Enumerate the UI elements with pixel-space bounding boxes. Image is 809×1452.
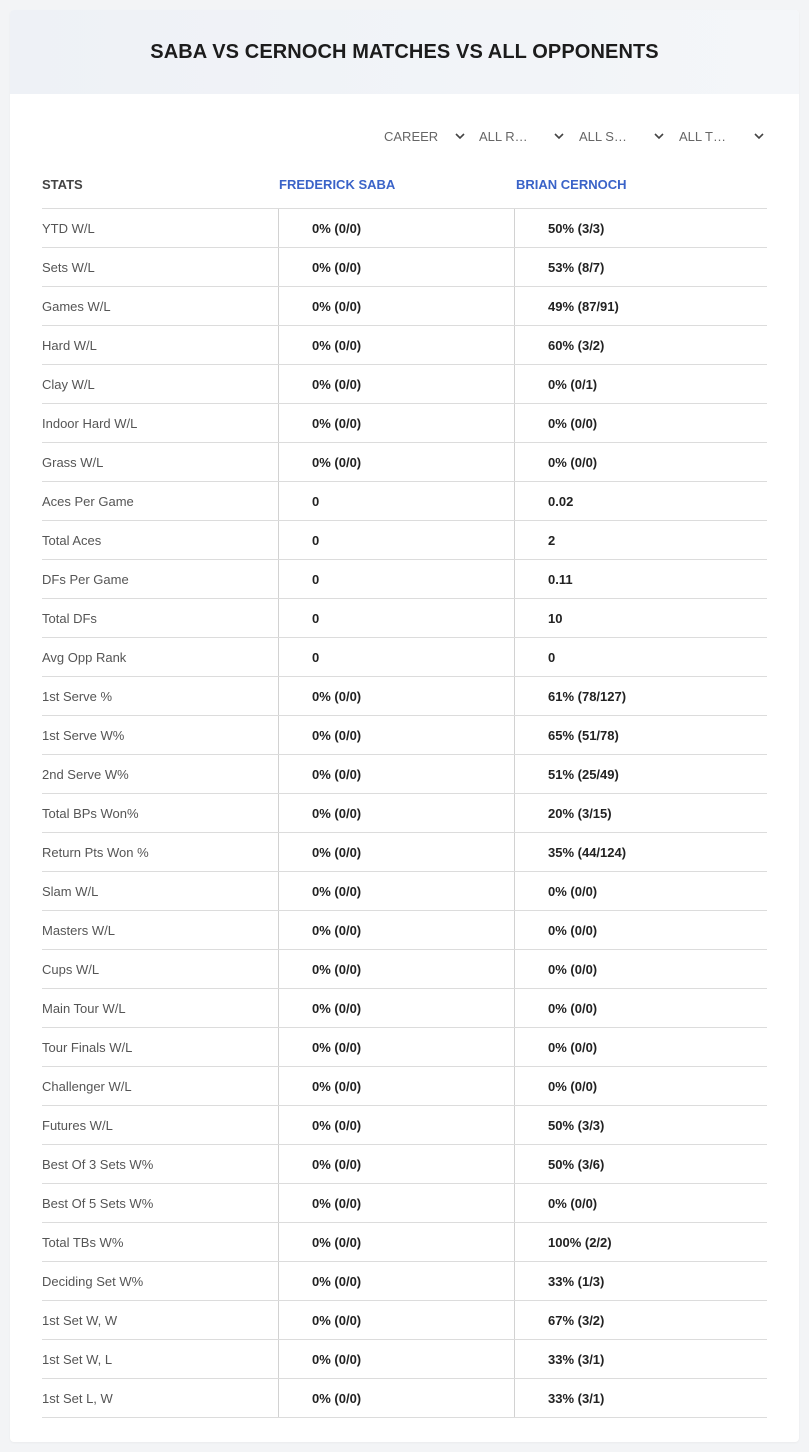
filter-label: CAREER (384, 128, 439, 144)
table-row (42, 989, 767, 1028)
player2-value: 33% (1/3) (514, 1262, 767, 1300)
player1-value: 0 (278, 482, 514, 520)
table-row (42, 638, 767, 677)
player1-value: 0% (0/0) (278, 287, 514, 325)
table-row (42, 833, 767, 872)
player1-value: 0% (0/0) (278, 950, 514, 988)
player2-value: 49% (87/91) (514, 287, 767, 325)
player1-value: 0% (0/0) (278, 989, 514, 1027)
stat-label: 1st Serve % (42, 688, 113, 704)
player2-value: 0% (0/1) (514, 365, 767, 403)
player2-value: 2 (514, 521, 767, 559)
player1-value: 0% (0/0) (278, 209, 514, 247)
player1-value: 0 (278, 560, 514, 598)
player2-value: 0% (0/0) (514, 443, 767, 481)
stat-label: 1st Set W, L (42, 1351, 113, 1367)
player2-value: 60% (3/2) (514, 326, 767, 364)
player1-link[interactable]: FREDERICK SABA (279, 176, 396, 192)
player2-value: 10 (514, 599, 767, 637)
stat-label: Grass W/L (42, 454, 104, 470)
stat-label: Total TBs W% (42, 1234, 124, 1250)
stat-label: Sets W/L (42, 259, 95, 275)
player1-value: 0% (0/0) (278, 1379, 514, 1417)
table-row (42, 599, 767, 638)
player2-value: 0% (0/0) (514, 911, 767, 949)
table-row (42, 755, 767, 794)
table-row (42, 716, 767, 755)
stat-label: Best Of 3 Sets W% (42, 1156, 154, 1172)
stat-label: DFs Per Game (42, 571, 129, 587)
table-row (42, 677, 767, 716)
player2-value: 33% (3/1) (514, 1340, 767, 1378)
stat-label: Futures W/L (42, 1117, 113, 1133)
table-row (42, 287, 767, 326)
stat-label: Aces Per Game (42, 493, 134, 509)
player2-value: 0% (0/0) (514, 950, 767, 988)
table-row (42, 521, 767, 560)
player1-value: 0 (278, 521, 514, 559)
table-row (42, 872, 767, 911)
table-row (42, 1106, 767, 1145)
stat-label: Indoor Hard W/L (42, 415, 138, 431)
filter-tournaments-select[interactable] (679, 126, 765, 146)
table-row (42, 1340, 767, 1379)
table-row (42, 482, 767, 521)
table-row (42, 365, 767, 404)
player1-value: 0% (0/0) (278, 911, 514, 949)
player2-link[interactable]: BRIAN CERNOCH (516, 176, 627, 192)
player2-value: 20% (3/15) (514, 794, 767, 832)
card-header (10, 10, 799, 94)
player1-value: 0% (0/0) (278, 1223, 514, 1261)
player1-value: 0% (0/0) (278, 716, 514, 754)
player2-value: 0% (0/0) (514, 872, 767, 910)
table-row (42, 950, 767, 989)
player2-value: 0.11 (514, 560, 767, 598)
player2-value: 53% (8/7) (514, 248, 767, 286)
player1-value: 0 (278, 638, 514, 676)
player1-value: 0% (0/0) (278, 1340, 514, 1378)
table-header (42, 160, 767, 209)
player1-value: 0% (0/0) (278, 1262, 514, 1300)
filter-label: ALL T… (679, 128, 726, 144)
filter-career-select[interactable] (384, 126, 466, 146)
stat-label: Total DFs (42, 610, 97, 626)
player2-value: 0% (0/0) (514, 404, 767, 442)
filter-surfaces-select[interactable] (579, 126, 665, 146)
player1-value: 0% (0/0) (278, 677, 514, 715)
table-row (42, 1184, 767, 1223)
table-row (42, 443, 767, 482)
player1-value: 0% (0/0) (278, 794, 514, 832)
stat-label: 1st Set W, W (42, 1312, 118, 1328)
table-row (42, 326, 767, 365)
chevron-down-icon (553, 130, 565, 142)
player1-value: 0% (0/0) (278, 833, 514, 871)
player2-value: 0% (0/0) (514, 1067, 767, 1105)
player2-value: 0.02 (514, 482, 767, 520)
filter-label: ALL R… (479, 128, 528, 144)
stat-label: Hard W/L (42, 337, 97, 353)
stat-label: Masters W/L (42, 922, 115, 938)
table-row (42, 1379, 767, 1418)
stat-label: Cups W/L (42, 961, 100, 977)
stat-label: Challenger W/L (42, 1078, 132, 1094)
stat-label: 2nd Serve W% (42, 766, 129, 782)
chevron-down-icon (653, 130, 665, 142)
stat-label: Clay W/L (42, 376, 95, 392)
player2-value: 0% (0/0) (514, 1184, 767, 1222)
player2-value: 65% (51/78) (514, 716, 767, 754)
table-row (42, 1028, 767, 1067)
page-title: SABA VS CERNOCH MATCHES VS ALL OPPONENTS (150, 40, 659, 63)
player2-value: 33% (3/1) (514, 1379, 767, 1417)
stat-label: Total Aces (42, 532, 102, 548)
player1-value: 0% (0/0) (278, 365, 514, 403)
table-row (42, 560, 767, 599)
player2-value: 0% (0/0) (514, 989, 767, 1027)
stats-card (10, 10, 799, 1442)
table-row (42, 1301, 767, 1340)
table-row (42, 911, 767, 950)
stat-label: Return Pts Won % (42, 844, 149, 860)
player1-value: 0% (0/0) (278, 1106, 514, 1144)
table-row (42, 1223, 767, 1262)
stat-label: Games W/L (42, 298, 111, 314)
player2-value: 50% (3/3) (514, 1106, 767, 1144)
chevron-down-icon (753, 130, 765, 142)
table-row (42, 794, 767, 833)
player2-value: 51% (25/49) (514, 755, 767, 793)
player1-value: 0% (0/0) (278, 755, 514, 793)
table-row (42, 209, 767, 248)
player2-value: 61% (78/127) (514, 677, 767, 715)
stats-column-header: STATS (42, 176, 83, 192)
player1-value: 0% (0/0) (278, 248, 514, 286)
player2-value: 0% (0/0) (514, 1028, 767, 1066)
stat-label: Tour Finals W/L (42, 1039, 133, 1055)
table-row (42, 404, 767, 443)
filter-bar (10, 126, 799, 146)
table-body (42, 209, 767, 1418)
player1-value: 0% (0/0) (278, 443, 514, 481)
stats-table (42, 160, 767, 1418)
chevron-down-icon (454, 130, 466, 142)
stat-label: Slam W/L (42, 883, 99, 899)
table-row (42, 1067, 767, 1106)
player2-value: 67% (3/2) (514, 1301, 767, 1339)
stat-label: Avg Opp Rank (42, 649, 127, 665)
player1-value: 0% (0/0) (278, 1067, 514, 1105)
player1-value: 0% (0/0) (278, 404, 514, 442)
stat-label: Main Tour W/L (42, 1000, 126, 1016)
player1-value: 0 (278, 599, 514, 637)
stat-label: Total BPs Won% (42, 805, 139, 821)
player1-value: 0% (0/0) (278, 872, 514, 910)
player1-value: 0% (0/0) (278, 326, 514, 364)
stat-label: Best Of 5 Sets W% (42, 1195, 154, 1211)
table-row (42, 1145, 767, 1184)
player2-value: 50% (3/6) (514, 1145, 767, 1183)
filter-label: ALL S… (579, 128, 627, 144)
player2-value: 0 (514, 638, 767, 676)
table-row (42, 1262, 767, 1301)
stat-label: 1st Set L, W (42, 1390, 113, 1406)
stat-label: Deciding Set W% (42, 1273, 144, 1289)
stat-label: YTD W/L (42, 220, 95, 236)
player1-value: 0% (0/0) (278, 1145, 514, 1183)
player2-value: 50% (3/3) (514, 209, 767, 247)
player1-value: 0% (0/0) (278, 1184, 514, 1222)
stat-label: 1st Serve W% (42, 727, 125, 743)
player2-value: 100% (2/2) (514, 1223, 767, 1261)
filter-rounds-select[interactable] (479, 126, 565, 146)
table-row (42, 248, 767, 287)
player2-value: 35% (44/124) (514, 833, 767, 871)
player1-value: 0% (0/0) (278, 1301, 514, 1339)
player1-value: 0% (0/0) (278, 1028, 514, 1066)
